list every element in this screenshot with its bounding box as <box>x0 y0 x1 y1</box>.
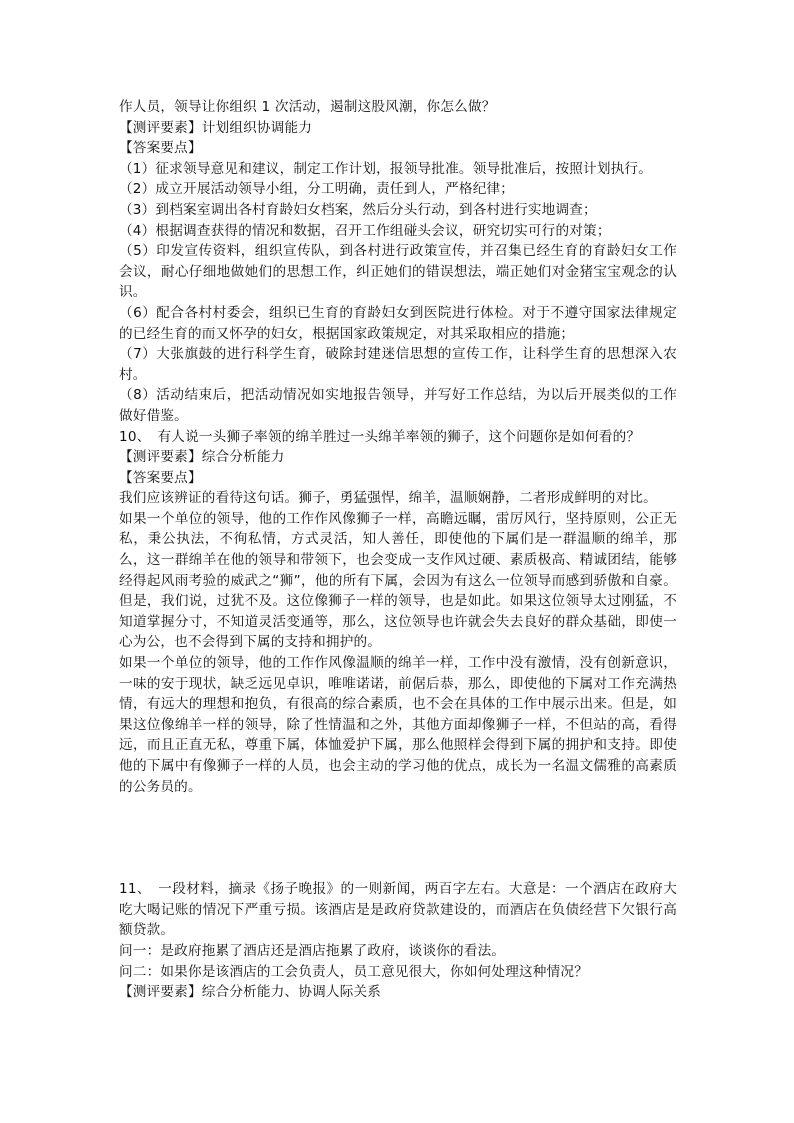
answer-point-1: （1）征求领导意见和建议，制定工作计划，报领导批准。领导批准后，按照计划执行。 <box>119 160 653 177</box>
intro-line: 作人员，领导让你组织 1 次活动，遏制这股风潮，你怎么做？ <box>119 99 496 115</box>
question-11-title: 11、 一段材料，摘录《扬子晚报》的一则新闻，两百字左右。大意是：一个酒店在政府大吃大喝记账的情况下严重亏损。该酒店是是政府贷款建设的，而酒店在负债经营下欠银行高额贷款。 <box>119 881 677 939</box>
answer-point-5: （5）印发宣传资料，组织宣传队，到各村进行政策宣传，并召集已经生育的育龄妇女工作会议，耐心仔细地做她们的思想工作，纠正她们的错误想法，端正她们对金猪宝宝观念的认识。 <box>119 243 677 301</box>
answer-point-2: （2）成立开展活动领导小组，分工明确，责任到人，严格纪律； <box>119 181 515 198</box>
answer-paragraph-1: 我们应该辨证的看待这句话。狮子，勇猛强悍，绵羊，温顺娴静，二者形成鲜明的对比。 <box>119 490 657 507</box>
criteria-label: 【测评要素】计划组织协调能力 <box>119 119 313 136</box>
question-10-title: 10、 有人说一头狮子率领的绵羊胜过一头绵羊率领的狮子，这个问题你是如何看的？ <box>119 428 641 445</box>
answer-point-4: （4）根据调查获得的情况和数据，召开工作组碰头会议，研究切实可行的对策； <box>119 222 611 239</box>
criteria-label: 【测评要素】综合分析能力 <box>119 449 285 466</box>
answer-point-6: （6）配合各村村委会，组织已生育的育龄妇女到医院进行体检。对于不遵守国家法律规定的已经生育的而又怀孕的妇女，根据国家政策规定，对其采取相应的措施； <box>119 304 677 342</box>
page-content <box>119 97 677 1003</box>
answer-title: 【答案要点】 <box>119 140 202 157</box>
question-11-ask-2: 问二：如果你是该酒店的工会负责人，员工意见很大，你如何处理这种情况？ <box>119 963 588 980</box>
answer-paragraph-2: 如果一个单位的领导，他的工作作风像狮子一样，高瞻远瞩，雷厉风行，坚持原则，公正无私，秉公执法，不徇私情，方式灵活，知人善任，即使他的下属们是一群温顺的绵羊，那么，这一群绵羊在他的领导和带领下，也会变成一支作风过硬、素质极高、精诚团结，能够经得起风雨考验的威武之“狮”，他的所有下属，会因为有这么一位领导而感到骄傲和自豪。但是，我们说，过犹不及。这位像狮子一样的领导，也是如此。如果这位领导太过刚猛，不知道掌握分寸，不知道灵活变通等，那么，这位领导也许就会失去良好的群众基础，即使一心为公，也不会得到下属的支持和拥护的。 <box>119 510 677 651</box>
answer-point-8: （8）活动结束后，把活动情况如实地报告领导，并写好工作总结，为以后开展类似的工作做好借鉴。 <box>119 387 677 424</box>
question-11-ask-1: 问一：是政府拖累了酒店还是酒店拖累了政府，谈谈你的看法。 <box>119 942 506 959</box>
answer-paragraph-3: 如果一个单位的领导，他的工作作风像温顺的绵羊一样，工作中没有激情，没有创新意识，一味的安于现状，缺乏远见卓识，唯唯诺诺，前倨后恭，那么，即使他的下属对工作充满热情，有远大的理想和抱负，有很高的综合素质，也不会在具体的工作中展示出来。但是，如果这位像绵羊一样的领导，除了性情温和之外，其他方面却像狮子一样，不但站的高，看得远，而且正直无私，尊重下属，体恤爱护下属，那么他照样会得到下属的拥护和支持。即使他的下属中有像狮子一样的人员，也会主动的学习他的优点，成长为一名温文儒雅的高素质的公务员的。 <box>119 655 677 795</box>
blank-space <box>119 797 677 859</box>
criteria-label: 【测评要素】综合分析能力、协调人际关系 <box>119 984 382 1001</box>
answer-point-7: （7）大张旗鼓的进行科学生育，破除封建迷信思想的宣传工作，让科学生育的思想深入农村。 <box>119 346 677 383</box>
answer-title: 【答案要点】 <box>119 469 202 486</box>
blank-space <box>119 859 677 879</box>
answer-point-3: （3）到档案室调出各村育龄妇女档案，然后分头行动，到各村进行实地调查； <box>119 201 597 218</box>
